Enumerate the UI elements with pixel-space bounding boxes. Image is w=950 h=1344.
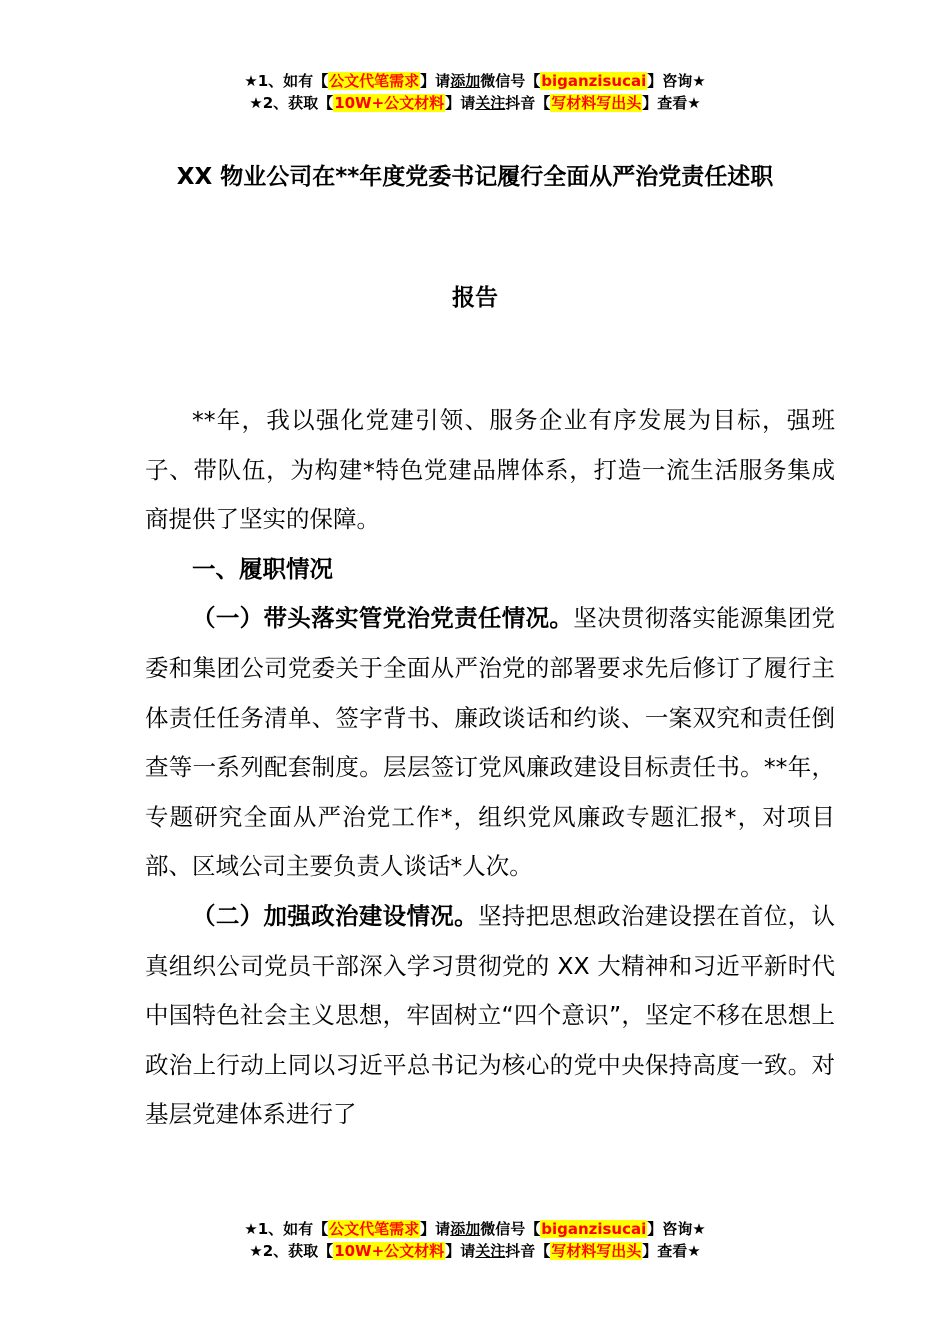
banner-text: 微信号【 xyxy=(480,1220,541,1238)
banner-text: ★1、如有【 xyxy=(244,72,329,90)
banner-line-1 xyxy=(0,1218,950,1240)
banner-highlight: 公文代笔需求 xyxy=(329,1220,420,1238)
banner-text: 】请 xyxy=(420,72,451,90)
document-body xyxy=(145,396,835,1140)
intro-paragraph: **年，我以强化党建引领、服务企业有序发展为目标，强班子、带队伍，为构建*特色党建品牌体系，打造一流生活服务集成商提供了坚实的保障。 xyxy=(145,406,835,534)
banner-text: 】请 xyxy=(420,1220,451,1238)
document-title-line-1: XX 物业公司在**年度党委书记履行全面从严治党责任述职 xyxy=(176,164,774,190)
banner-highlight: biganzisucai xyxy=(541,1220,647,1238)
banner-line-1 xyxy=(0,70,950,92)
footer-banner xyxy=(0,1218,950,1262)
item-lead: （一）带头落实管党治党责任情况。 xyxy=(192,604,574,633)
banner-highlight: 10W+公文材料 xyxy=(334,1242,445,1260)
item-text: 坚决贯彻落实能源集团党委和集团公司党委关于全面从严治党的部署要求先后修订了履行主体责任任务清单、签字背书、廉政谈话和约谈、一案双究和责任倒查等一系列配套制度。层层签订党风廉政建设目标责任书。**年，专题研究全面从严治党工作*，组织党风廉政专题汇报*，对项目部、区域公司主要负责人谈话*人次。 xyxy=(145,604,836,881)
paragraph-item-2 xyxy=(145,892,835,1140)
banner-underlined: 关注 xyxy=(475,1242,506,1260)
banner-underlined: 添加 xyxy=(450,72,481,90)
banner-text: 】请 xyxy=(445,1242,476,1260)
paragraph-item-1 xyxy=(145,594,835,892)
document-title-line-2: 报告 xyxy=(452,285,498,311)
header-banner xyxy=(0,70,950,114)
banner-text: ★1、如有【 xyxy=(244,1220,329,1238)
banner-line-2 xyxy=(0,1240,950,1262)
banner-text: 微信号【 xyxy=(480,72,541,90)
banner-text: 】咨询★ xyxy=(647,1220,706,1238)
banner-line-2 xyxy=(0,92,950,114)
banner-text: 】咨询★ xyxy=(647,72,706,90)
banner-text: 】查看★ xyxy=(642,94,701,112)
banner-text: ★2、获取【 xyxy=(249,1242,334,1260)
banner-text: 抖音【 xyxy=(505,94,551,112)
item-lead: （二）加强政治建设情况。 xyxy=(192,901,478,930)
banner-highlight: biganzisucai xyxy=(541,72,647,90)
banner-text: ★2、获取【 xyxy=(249,94,334,112)
banner-highlight: 公文代笔需求 xyxy=(329,72,420,90)
banner-highlight: 写材料写出头 xyxy=(551,1242,642,1260)
banner-text: 抖音【 xyxy=(505,1242,551,1260)
banner-text: 】查看★ xyxy=(642,1242,701,1260)
banner-underlined: 关注 xyxy=(475,94,506,112)
banner-text: 】请 xyxy=(445,94,476,112)
banner-underlined: 添加 xyxy=(450,1220,481,1238)
section-heading: 一、履职情况 xyxy=(192,554,333,583)
item-text: 坚持把思想政治建设摆在首位，认真组织公司党员干部深入学习贯彻党的 XX 大精神和习近平新时代中国特色社会主义思想，牢固树立“四个意识”，坚定不移在思想上政治上行动上同以习近平总书记为核心的党中央保持高度一致。对基层党建体系进行了 xyxy=(145,901,836,1129)
banner-highlight: 写材料写出头 xyxy=(551,94,642,112)
banner-highlight: 10W+公文材料 xyxy=(334,94,445,112)
